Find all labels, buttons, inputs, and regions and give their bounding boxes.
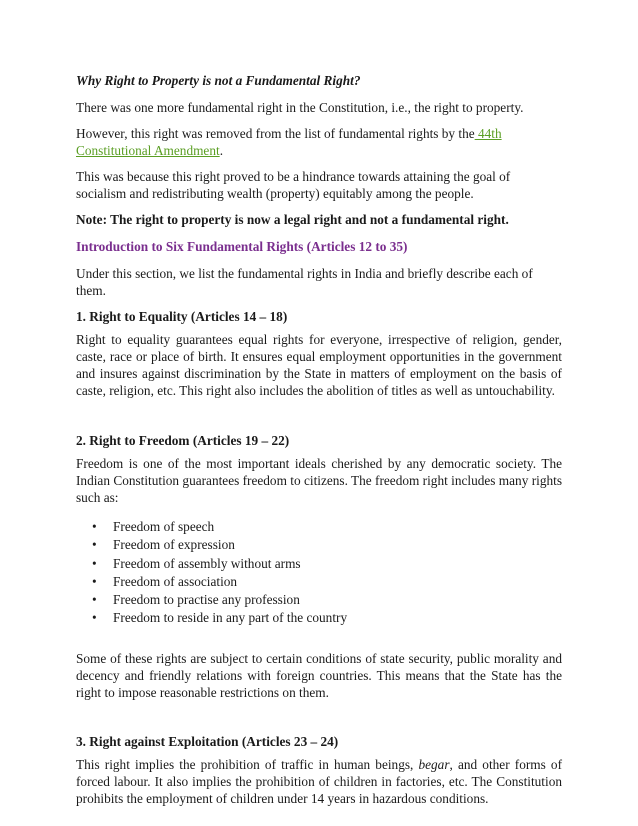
list-item-label: Freedom of speech [113,519,215,534]
bullet-icon: • [92,610,97,626]
freedom-restrictions-paragraph: Some of these rights are subject to certain conditions of state security, public morality and decency and friendly relations with foreign countries. This means that the State has the right to impose reasonable restrictions on them. [76,650,562,700]
equality-paragraph: Right to equality guarantees equal rights for everyone, irrespective of religion, gender, caste, race or place of birth. It ensures equal employment opportunities in the government and insures against discrimination by the State in matters of employment on the basis of caste, religion, etc. This right also includes the abolition of titles as well as untouchability. [76,332,562,398]
list-item-label: Freedom to practise any profession [113,592,300,608]
list-item [76,591,562,609]
bullet-icon: • [92,555,97,571]
list-item [76,609,562,627]
equality-heading: 1. Right to Equality (Articles 14 – 18) [76,309,288,324]
property-paragraph-2-end: . [219,143,224,158]
list-item [76,536,562,554]
list-item [76,555,562,573]
six-rights-paragraph: Under this section, we list the fundamental rights in India and briefly describe each of them. [76,266,533,298]
list-item-label: Freedom of association [113,573,238,589]
list-item-label: Freedom of expression [113,537,235,553]
document-page [76,72,562,807]
exploitation-text-start: This right implies the prohibition of traffic in human beings, [76,756,419,772]
freedom-paragraph: Freedom is one of the most important ideals cherished by any democratic society. The Indian Constitution guarantees freedom to citizens. The freedom right includes many rights such as: [76,456,562,505]
begar-term: begar [418,756,450,772]
freedom-list [76,518,562,628]
amendment-link[interactable]: 44th Constitutional Amendment [76,126,502,158]
freedom-heading: 2. Right to Freedom (Articles 19 – 22) [76,433,290,448]
property-paragraph-2-text: However, this right was removed from the list of fundamental rights by the [76,126,475,141]
bullet-icon: • [92,573,97,589]
six-rights-heading: Introduction to Six Fundamental Rights (Articles 12 to 35) [76,239,408,254]
list-item-label: Freedom to reside in any part of the country [113,610,348,626]
exploitation-heading: 3. Right against Exploitation (Articles 23 – 24) [76,733,339,749]
property-heading: Why Right to Property is not a Fundamental Right? [76,73,361,88]
list-item [76,573,562,591]
property-paragraph-2 [76,125,562,159]
property-paragraph-1: There was one more fundamental right in the Constitution, i.e., the right to property. [76,100,524,115]
property-note: Note: The right to property is now a legal right and not a fundamental right. [76,212,509,227]
property-paragraph-3: This was because this right proved to be a hindrance towards attaining the goal of socialism and redistributing wealth (property) equitably among the people. [76,169,511,201]
bullet-icon: • [92,592,97,608]
exploitation-paragraph [76,756,562,807]
exploitation-text-end: , and other forms of forced labour. It also implies the prohibition of children in factories, etc. The Constitution prohibits the employment of children under 14 years in hazardous conditions. [76,756,562,806]
bullet-icon: • [92,519,97,534]
bullet-icon: • [92,537,97,553]
list-item [76,518,562,536]
list-item-label: Freedom of assembly without arms [113,555,301,571]
